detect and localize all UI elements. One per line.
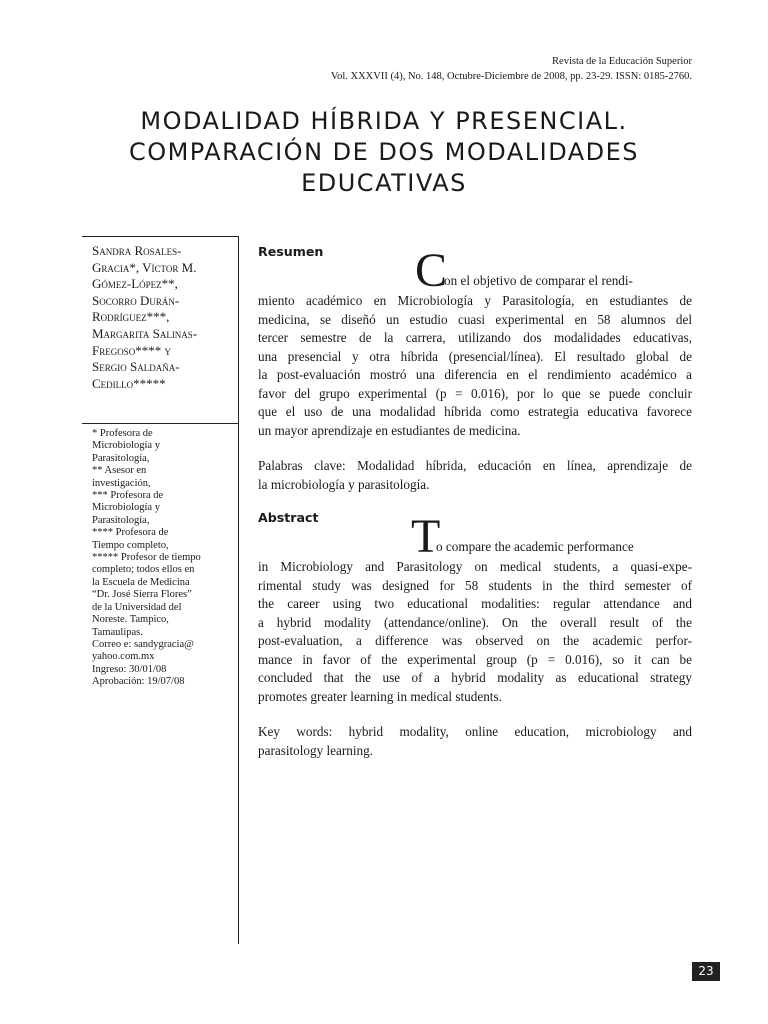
column-divider bbox=[238, 236, 239, 944]
journal-citation: Vol. XXXVII (4), No. 148, Octubre-Diciembre de 2008, pp. 23-29. ISSN: 0185-2760. bbox=[330, 71, 692, 82]
note-line: “Dr. José Sierra Flores” bbox=[92, 589, 192, 601]
note-line: completo; todos ellos en bbox=[92, 564, 195, 576]
abstract-line: rimental study was designed for 58 students in the third semester of bbox=[258, 577, 692, 593]
keywords-line: Key words: hybrid modality, online education, microbiology and bbox=[258, 724, 692, 739]
resumen-line: favor del grupo experimental (p = 0.016), por lo que se puede concluir bbox=[258, 385, 692, 401]
note-line: Tamaulipas. bbox=[92, 626, 143, 638]
author-line: Margarita Salinas- bbox=[92, 325, 198, 341]
author-line: Socorro Durán- bbox=[92, 292, 180, 308]
note-line: Correo e: sandygracia@ bbox=[92, 638, 194, 650]
resumen-first-line-text: on el objetivo de comparar el rendi- bbox=[444, 273, 633, 288]
keywords-line: parasitology learning. bbox=[258, 742, 373, 758]
note-line: Noreste. Tampico, bbox=[92, 614, 169, 626]
author-line: Rodríguez***, bbox=[92, 309, 170, 325]
title-line: COMPARACIÓN DE DOS MODALIDADES bbox=[128, 138, 640, 166]
main-column bbox=[258, 243, 692, 760]
resumen-line: medicina, se diseñó un estudio cuasi experimental en 58 alumnos del bbox=[258, 311, 692, 327]
abstract-line: post-evaluation, a difference was observed on the academic perfor- bbox=[258, 633, 692, 648]
author-line: Cedillo***** bbox=[92, 375, 166, 391]
title-line: EDUCATIVAS bbox=[301, 169, 467, 197]
author-list bbox=[92, 243, 234, 392]
note-line: **** Profesora de bbox=[92, 527, 169, 539]
note-line: Microbiología y bbox=[92, 502, 160, 514]
spacer bbox=[258, 494, 692, 509]
note-line: de la Universidad del bbox=[92, 601, 182, 613]
page-number: 23 bbox=[692, 962, 720, 981]
abstract-line: the career using two educational modalities: regular attendance and bbox=[258, 596, 692, 611]
abstract-first-line-text: o compare the academic performance bbox=[436, 539, 634, 554]
abstract-line: in Microbiology and Parasitology on medical students, a quasi-expe- bbox=[258, 559, 692, 574]
abstract-line: promotes greater learning in medical students. bbox=[258, 688, 502, 704]
keywords-line: Palabras clave: Modalidad híbrida, educación en línea, aprendizaje de bbox=[258, 458, 692, 473]
note-line: Microbiología y bbox=[92, 440, 160, 452]
palabras-clave bbox=[258, 457, 692, 494]
journal-name: Revista de la Educación Superior bbox=[552, 56, 692, 67]
author-line: Sergio Saldaña- bbox=[92, 359, 180, 375]
note-line: la Escuela de Medicina bbox=[92, 576, 190, 588]
journal-header bbox=[331, 54, 692, 84]
resumen-heading: Resumen bbox=[258, 244, 324, 259]
abstract-line: mance in favor of the experimental group (p = 0.016), so it can be bbox=[258, 651, 692, 667]
title-line: MODALIDAD HÍBRIDA Y PRESENCIAL. bbox=[140, 107, 628, 135]
affiliation-notes-rule bbox=[82, 423, 239, 424]
author-line: Sandra Rosales- bbox=[92, 243, 182, 258]
note-line: ***** Profesor de tiempo bbox=[92, 552, 201, 564]
spacer bbox=[258, 440, 692, 457]
note-line: investigación, bbox=[92, 477, 151, 489]
affiliation-notes bbox=[92, 428, 234, 689]
note-line: *** Profesora de bbox=[92, 490, 164, 502]
abstract-drop-cap: T bbox=[411, 510, 441, 563]
abstract-heading: Abstract bbox=[258, 510, 319, 525]
note-line: yahoo.com.mx bbox=[92, 651, 155, 663]
authors-top-rule bbox=[82, 236, 239, 237]
note-line: Parasitología, bbox=[92, 514, 150, 526]
resumen-line: que el uso de una modalidad híbrida como estrategia educativa favorece bbox=[258, 404, 692, 419]
resumen-line: un mayor aprendizaje en estudiantes de medicina. bbox=[258, 422, 521, 438]
resumen-line: tercer semestre de la carrera, utilizando dos modalidades educativas, bbox=[258, 330, 692, 345]
resumen-line: miento académico en Microbiología y Parasitología, en estudiantes de bbox=[258, 293, 692, 308]
abstract-line: concluded that the use of a hybrid modality as educational strategy bbox=[258, 670, 692, 685]
author-line: Gómez-López**, bbox=[92, 276, 178, 292]
author-line: Fregoso**** y bbox=[92, 342, 171, 358]
resumen-line: la post-evaluación mostró una diferencia en el rendimiento académico a bbox=[258, 367, 692, 382]
note-line: ** Asesor en bbox=[92, 465, 147, 477]
note-line: Parasitología, bbox=[92, 452, 150, 464]
spacer bbox=[258, 706, 692, 723]
resumen-drop-cap: C bbox=[415, 244, 448, 297]
resumen-line: una presencial y otra híbrida (presencial/línea). El resultado global de bbox=[258, 348, 692, 364]
author-line: Gracia*, Víctor M. bbox=[92, 259, 197, 275]
abstract-line: a hybrid modality (attendance/online). On the overall result of the bbox=[258, 614, 692, 630]
note-line: Aprobación: 19/07/08 bbox=[92, 676, 185, 688]
note-line: * Profesora de bbox=[92, 428, 153, 439]
keywords-line: la microbiología y parasitología. bbox=[258, 476, 430, 492]
article-title bbox=[60, 106, 708, 199]
note-line: Tiempo completo, bbox=[92, 539, 169, 551]
key-words bbox=[258, 723, 692, 760]
note-line: Ingreso: 30/01/08 bbox=[92, 663, 167, 675]
